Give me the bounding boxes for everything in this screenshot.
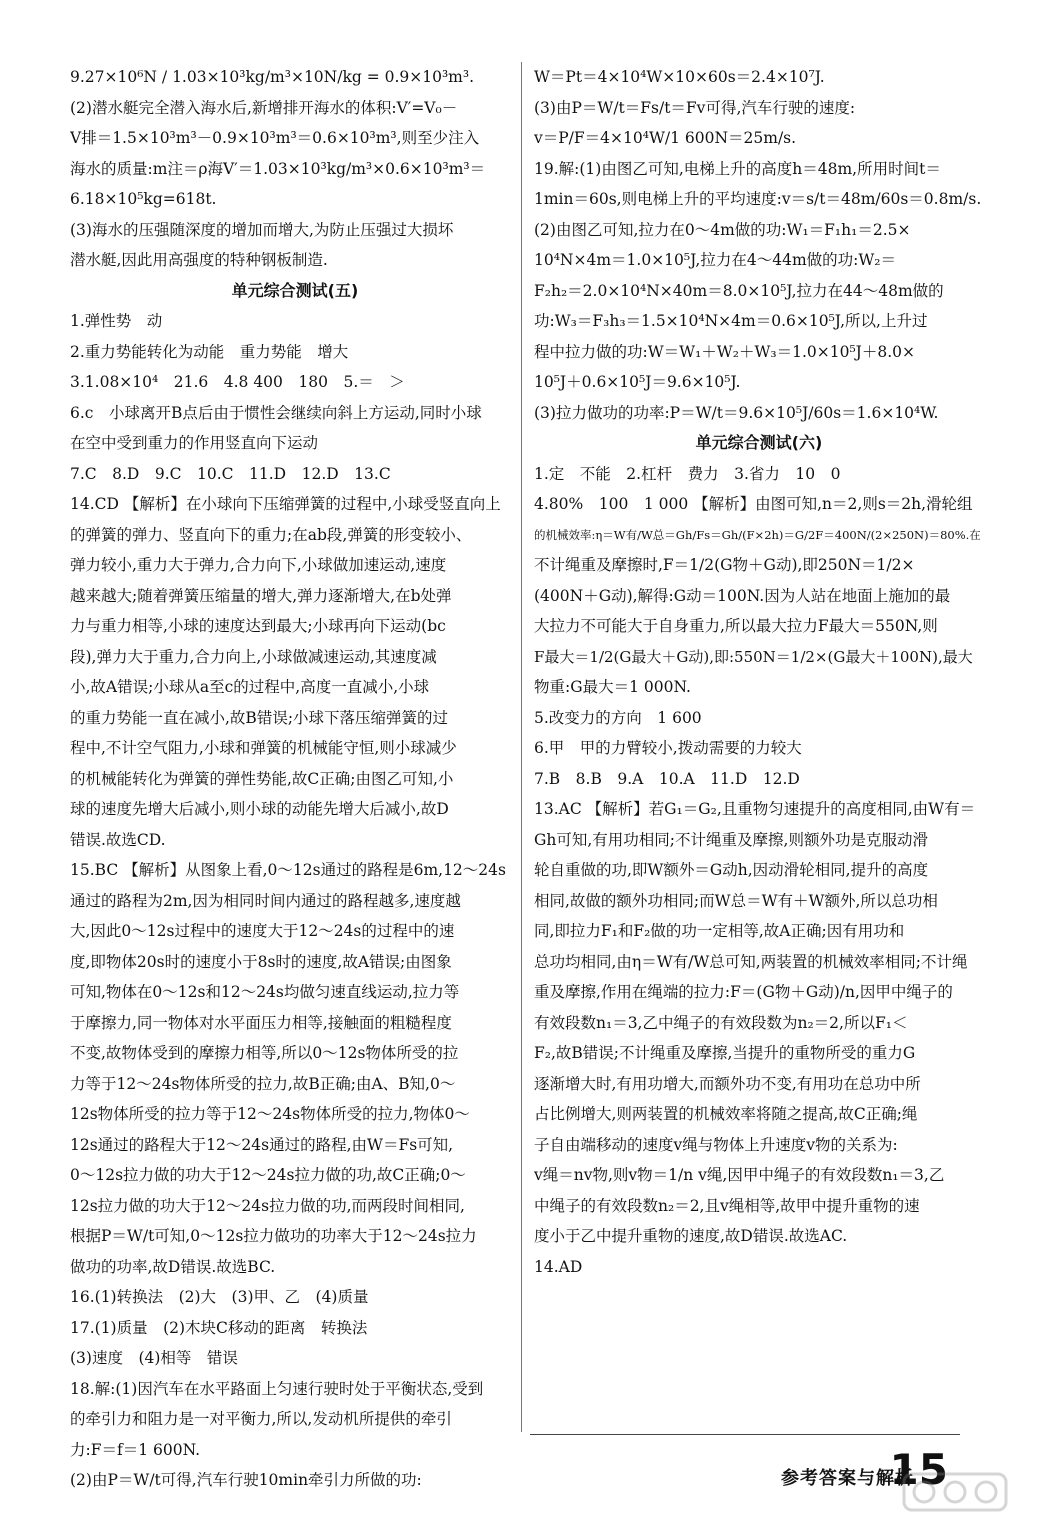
text-line: 重及摩擦,作用在绳端的拉力:F＝(G物＋G动)/n,因甲中绳子的 bbox=[534, 983, 953, 1001]
text-line: V排＝1.5×10³m³－0.9×10³m³＝0.6×10³m³,则至少注入 bbox=[70, 129, 480, 147]
text-line: (3)由P＝W/t＝Fs/t＝Fv可得,汽车行驶的速度: bbox=[534, 98, 856, 117]
text-line: 越来越大;随着弹簧压缩量的增大,弹力逐渐增大,在b处弹 bbox=[70, 586, 452, 605]
text-line: F₂h₂＝2.0×10⁴N×40m＝8.0×10⁵J,拉力在44～48m做的 bbox=[534, 281, 944, 300]
text-line: 球的速度先增大后减小,则小球的动能先增大后减小,故D bbox=[70, 800, 449, 818]
text-line: 的机械效率:η＝W有/W总＝Gh/Fs＝Gh/(F×2h)＝G/2F＝400N/(2×250N)＝80%.在 bbox=[534, 527, 981, 542]
text-line: (2)由P＝W/t可得,汽车行驶10min牵引力所做的功: bbox=[70, 1471, 422, 1489]
text-line: 力等于12～24s物体所受的拉力,故B正确;由A、B知,0～ bbox=[70, 1074, 456, 1093]
text-line: 潜水艇,因此用高强度的特种钢板制造. bbox=[70, 251, 328, 269]
text-line: 度,即物体20s时的速度小于8s时的速度,故A错误;由图象 bbox=[70, 952, 452, 971]
text-line: 14.AD bbox=[534, 1257, 583, 1276]
text-line: 物重:G最大＝1 000N. bbox=[534, 678, 691, 696]
text-line: 7.C 8.D 9.C 10.C 11.D 12.D 13.C bbox=[70, 464, 391, 483]
text-line: F最大＝1/2(G最大＋G动),即:550N＝1/2×(G最大＋100N),最大 bbox=[534, 647, 973, 666]
text-line: 的弹簧的弹力、竖直向下的重力;在ab段,弹簧的形变较小、 bbox=[70, 525, 472, 544]
text-line: 段),弹力大于重力,合力向上,小球做减速运动,其速度减 bbox=[70, 647, 437, 666]
text-line: 相同,故做的额外功相同;而W总＝W有＋W额外,所以总功相 bbox=[534, 891, 938, 910]
text-line: 14.CD 【解析】在小球向下压缩弹簧的过程中,小球受竖直向上 bbox=[70, 495, 501, 513]
text-line: (3)拉力做功的功率:P＝W/t＝9.6×10⁵J/60s＝1.6×10⁴W. bbox=[534, 403, 939, 422]
right-column bbox=[534, 62, 984, 1282]
text-line: 海水的质量:m注＝ρ海V′＝1.03×10³kg/m³×0.6×10³m³＝ bbox=[70, 159, 486, 178]
text-line: 小,故A错误;小球从a至c的过程中,高度一直减小,小球 bbox=[70, 678, 430, 696]
text-line: 在空中受到重力的作用竖直向下运动 bbox=[70, 434, 319, 452]
text-line: 力:F＝f＝1 600N. bbox=[70, 1440, 201, 1459]
text-line: F₂,故B错误;不计绳重及摩擦,当提升的重物所受的重力G bbox=[534, 1044, 916, 1062]
text-line: 度小于乙中提升重物的速度,故D错误.故选AC. bbox=[534, 1227, 848, 1245]
text-line: 4.80% 100 1 000 【解析】由图可知,n＝2,则s＝2h,滑轮组 bbox=[534, 495, 973, 513]
text-line: 程中拉力做的功:W＝W₁＋W₂＋W₃＝1.0×10⁵J＋8.0× bbox=[534, 342, 916, 361]
text-line: 2.重力势能转化为动能 重力势能 增大 bbox=[70, 342, 349, 361]
text-line: 10⁵J＋0.6×10⁵J＝9.6×10⁵J. bbox=[534, 373, 741, 391]
text-line: (2)由图乙可知,拉力在0～4m做的功:W₁＝F₁h₁＝2.5× bbox=[534, 220, 911, 239]
text-line: 15.BC 【解析】从图象上看,0～12s通过的路程是6m,12～24s bbox=[70, 861, 506, 879]
text-line: 6.甲 甲的力臂较小,拨动需要的力较大 bbox=[534, 739, 802, 757]
page-footer bbox=[530, 1428, 1010, 1518]
text-line: 总功均相同,由η＝W有/W总可知,两装置的机械效率相同;不计绳 bbox=[534, 952, 968, 971]
left-column bbox=[70, 62, 520, 1496]
text-line: 功:W₃＝F₃h₃＝1.5×10⁴N×4m＝0.6×10⁵J,所以,上升过 bbox=[534, 312, 928, 330]
text-line: 7.B 8.B 9.A 10.A 11.D 12.D bbox=[534, 769, 800, 788]
text-line: 9.27×10⁶N / 1.03×10³kg/m³×10N/kg = 0.9×10³m³. bbox=[70, 68, 475, 86]
text-line: (2)潜水艇完全潜入海水后,新增排开海水的体积:V′=V₀－ bbox=[70, 98, 458, 117]
text-line: 大拉力不可能大于自身重力,所以最大拉力F最大＝550N,则 bbox=[534, 617, 938, 635]
footer-label: 参考答案与解析 bbox=[781, 1468, 914, 1489]
text-line: 做功的功率,故D错误.故选BC. bbox=[70, 1257, 276, 1276]
text-line: 的重力势能一直在减小,故B错误;小球下落压缩弹簧的过 bbox=[70, 708, 449, 727]
text-line: 6.c 小球离开B点后由于惯性会继续向斜上方运动,同时小球 bbox=[70, 403, 482, 422]
watermark-logo bbox=[900, 1470, 1010, 1514]
text-line: 0～12s拉力做的功大于12～24s拉力做的功,故C正确;0～ bbox=[70, 1166, 466, 1184]
text-line: 6.18×10⁵kg=618t. bbox=[70, 190, 217, 208]
text-line: 5.改变力的方向 1 600 bbox=[534, 708, 702, 727]
text-line: 可知,物体在0～12s和12～24s均做匀速直线运动,拉力等 bbox=[70, 983, 460, 1001]
text-line: 19.解:(1)由图乙可知,电梯上升的高度h＝48m,所用时间t＝ bbox=[534, 159, 941, 178]
text-line: 同,即拉力F₁和F₂做的功一定相等,故A正确;因有用功和 bbox=[534, 922, 905, 940]
text-line: 的牵引力和阻力是一对平衡力,所以,发动机所提供的牵引 bbox=[70, 1410, 452, 1428]
text-line: 有效段数n₁＝3,乙中绳子的有效段数为n₂＝2,所以F₁＜ bbox=[534, 1013, 908, 1032]
column-divider bbox=[521, 62, 522, 1432]
text-line: 中绳子的有效段数n₂＝2,且v绳相等,故甲中提升重物的速 bbox=[534, 1196, 920, 1215]
text-line: 大,因此0～12s过程中的速度大于12～24s的过程中的速 bbox=[70, 922, 455, 940]
text-line: v绳＝nv物,则v物＝1/n v绳,因甲中绳子的有效段数n₁＝3,乙 bbox=[534, 1166, 945, 1184]
text-line: 12s通过的路程大于12～24s通过的路程,由W＝Fs可知, bbox=[70, 1135, 454, 1154]
text-line: 18.解:(1)因汽车在水平路面上匀速行驶时处于平衡状态,受到 bbox=[70, 1379, 484, 1398]
text-line: 12s拉力做的功大于12～24s拉力做的功,而两段时间相同, bbox=[70, 1196, 465, 1215]
text-line: W＝Pt＝4×10⁴W×10×60s＝2.4×10⁷J. bbox=[534, 68, 825, 86]
text-line: Gh可知,有用功相同;不计绳重及摩擦,则额外功是克服动滑 bbox=[534, 830, 928, 849]
text-line: (400N＋G动),解得:G动＝100N.因为人站在地面上施加的最 bbox=[534, 586, 951, 605]
text-line: (3)海水的压强随深度的增加而增大,为防止压强过大损坏 bbox=[70, 220, 454, 239]
section-heading: 单元综合测试(五) bbox=[231, 280, 359, 300]
text-line: 17.(1)质量 (2)木块C移动的距离 转换法 bbox=[70, 1318, 368, 1337]
text-line: 弹力较小,重力大于弹力,合力向下,小球做加速运动,速度 bbox=[70, 556, 447, 574]
text-line: 不变,故物体受到的摩擦力相等,所以0～12s物体所受的拉 bbox=[70, 1044, 459, 1062]
text-line: 力与重力相等,小球的速度达到最大;小球再向下运动(bc bbox=[70, 617, 446, 635]
text-line: 通过的路程为2m,因为相同时间内通过的路程越多,速度越 bbox=[70, 891, 461, 910]
text-line: 轮自重做的功,即W额外＝G动h,因动滑轮相同,提升的高度 bbox=[534, 861, 929, 879]
text-line: v＝P/F＝4×10⁴W/1 600N＝25m/s. bbox=[534, 129, 797, 147]
text-line: 16.(1)转换法 (2)大 (3)甲、乙 (4)质量 bbox=[70, 1288, 369, 1306]
text-line: 1.定 不能 2.杠杆 费力 3.省力 10 0 bbox=[534, 464, 841, 483]
text-line: 子自由端移动的速度v绳与物体上升速度v物的关系为: bbox=[534, 1135, 898, 1154]
text-line: 1.弹性势 动 bbox=[70, 312, 163, 330]
text-line: 的机械能转化为弹簧的弹性势能,故C正确;由图乙可知,小 bbox=[70, 769, 454, 788]
text-line: 根据P＝W/t可知,0～12s拉力做功的功率大于12～24s拉力 bbox=[70, 1227, 477, 1245]
text-line: 占比例增大,则两装置的机械效率将随之提高,故C正确;绳 bbox=[534, 1105, 918, 1123]
text-line: 12s物体所受的拉力等于12～24s物体所受的拉力,物体0～ bbox=[70, 1105, 470, 1123]
page-number: 15 bbox=[889, 1445, 948, 1494]
section-heading: 单元综合测试(六) bbox=[695, 433, 823, 452]
text-line: 逐渐增大时,有用功增大,而额外功不变,有用功在总功中所 bbox=[534, 1074, 921, 1093]
text-line: (3)速度 (4)相等 错误 bbox=[70, 1349, 238, 1367]
text-line: 1min＝60s,则电梯上升的平均速度:v＝s/t＝48m/60s＝0.8m/s. bbox=[534, 190, 982, 208]
text-line: 3.1.08×10⁴ 21.6 4.8 400 180 5.＝ ＞ bbox=[70, 373, 405, 391]
text-line: 程中,不计空气阻力,小球和弹簧的机械能守恒,则小球减少 bbox=[70, 739, 457, 757]
text-line: 不计绳重及摩擦时,F＝1/2(G物＋G动),即250N＝1/2× bbox=[534, 556, 915, 574]
text-line: 10⁴N×4m＝1.0×10⁵J,拉力在4～44m做的功:W₂＝ bbox=[534, 251, 897, 269]
footer-rule bbox=[530, 1434, 960, 1435]
text-line: 13.AC 【解析】若G₁＝G₂,且重物匀速提升的高度相同,由W有＝ bbox=[534, 800, 976, 818]
text-line: 于摩擦力,同一物体对水平面压力相等,接触面的粗糙程度 bbox=[70, 1013, 452, 1032]
text-line: 错误.故选CD. bbox=[70, 830, 166, 849]
